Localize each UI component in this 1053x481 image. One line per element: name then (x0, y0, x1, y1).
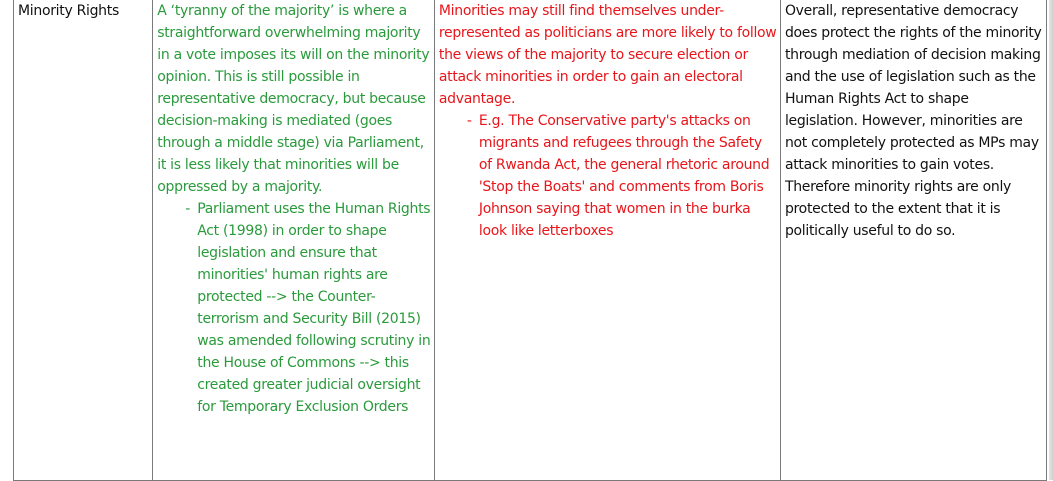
document-table-region (13, 0, 1047, 481)
against-argument-cell (434, 0, 780, 481)
against-argument-bullet-list (439, 110, 777, 242)
for-argument-cell (153, 0, 435, 481)
table-row-minority-rights (14, 0, 1047, 481)
page-edge-shadow (1049, 0, 1053, 480)
for-argument-bullet: - Parliament uses the Human Rights Act (1998) in order to shape legislation and ensure that minorities' human rights are protected --> the Counter-terrorism and Security Bill (2015) was amended following scrutiny in the House of Commons --> this created greater judicial oversight for Temporary Exclusion Orders (197, 198, 431, 418)
verdict-text: Overall, representative democracy does protect the rights of the minority through mediation of decision making and the use of legislation such as the Human Rights Act to shape legislation. However, minorities are not completely protected as MPs may attack minorities to gain votes. Therefore minority rights are only protected to the extent that it is politically useful to do so. (784, 3, 1042, 239)
for-argument-bullet-list (157, 198, 431, 418)
evaluation-table (13, 0, 1047, 481)
against-argument-bullet: - E.g. The Conservative party's attacks on migrants and refugees through the Safety of Rwanda Act, the general rhetoric around 'Stop the Boats' and comments from Boris Johnson saying that women in the burka look like letterboxes (479, 110, 777, 242)
verdict-cell (780, 0, 1046, 481)
row-label-cell (14, 0, 153, 481)
row-label: Minority Rights (18, 3, 119, 19)
against-argument-text: Minorities may still find themselves under-represented as politicians are more likely to follow the views of the majority to secure election or attack minorities in order to gain an electoral advantage. (438, 3, 777, 107)
for-argument-text: A ‘tyranny of the majority’ is where a straightforward overwhelming majority in a vote imposes its will on the minority opinion. This is still possible in representative democracy, but because decision-making is mediated (goes through a middle stage) via Parliament, it is less likely that minorities will be oppressed by a majority. (157, 3, 430, 195)
